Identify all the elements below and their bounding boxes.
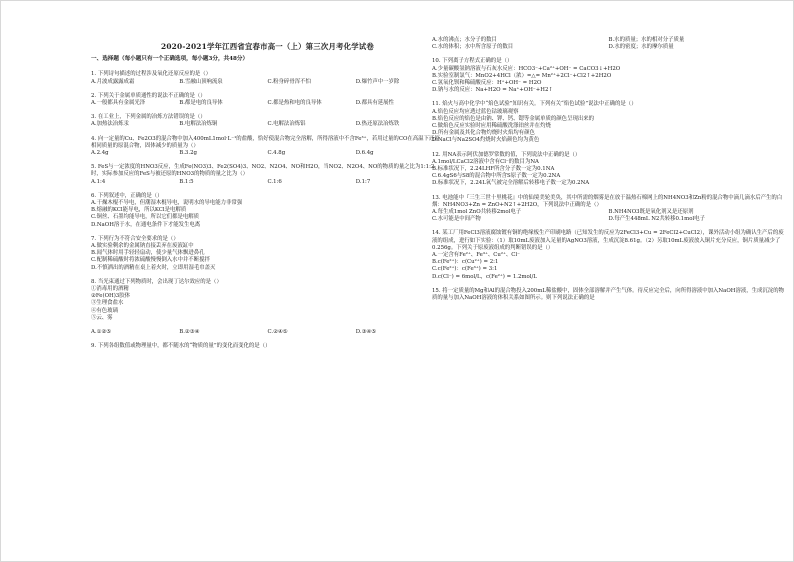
- answer-option[interactable]: D.钠与水的反应：Na+H2O = Na⁺+OH⁻+H2↑: [432, 87, 553, 94]
- answer-option[interactable]: C.都是热和电的良导体: [267, 100, 322, 107]
- question-block: [432, 37, 785, 51]
- answer-option[interactable]: A.1mol/LCaCl2溶液中含有Cl⁻的数目为NA: [432, 158, 539, 165]
- question-stem: 11. 焰火与高中化学中“焰色试验”知识有关。下列有关“焰色试验”说法中正确的是（）: [432, 101, 637, 108]
- answer-option[interactable]: A.干燥木棍不导电，但潮湿木棍导电，说明水的导电能力非常强: [91, 200, 243, 207]
- answer-option[interactable]: C.水可能是中间产物: [432, 216, 481, 223]
- answer-options: [432, 66, 785, 95]
- right-column: [432, 37, 785, 309]
- answer-option[interactable]: A.焰色反应均应透过蓝色钴玻璃观察: [432, 108, 519, 115]
- answer-option[interactable]: B.电解法冶炼铜: [179, 121, 218, 128]
- answer-option[interactable]: D.每产生448mL N2共转移0.1mol电子: [608, 216, 705, 223]
- left-column: [91, 33, 444, 358]
- answer-option[interactable]: ③生理食盐水: [91, 300, 124, 307]
- answer-option[interactable]: ⑤云、雾: [91, 314, 113, 321]
- question-stem: 4. 向一定量的Cu、Fe2O3的混合物中加入400mL1mol·L⁻¹的盐酸，恰好使混合物完全溶解，所得溶液中不含Fe³⁺，若用过量的CO在高温下还原相同质量的原混合物，固体减少的质量为（）: [91, 135, 440, 149]
- answer-option[interactable]: D.③④⑤: [355, 329, 377, 336]
- question-stem: 13. 电池能中『三生三世十里桃花』中的仙境美轮美奂，其中所需的烟雾是在放于温热石棉网上的NH4NO3和Zn粉的混合物中滴几滴水后产生的白烟：NH4NO3+Zn = ZnO+N2↑+2H2O，下列说法中正确的是（）: [432, 194, 783, 208]
- question-block: [432, 230, 785, 280]
- question-stem: 15. 将一定质量的Mg和Al的混合物投入200mL稀盐酸中，固体全部溶解并产生气体。待反应完全后，向所得溶液中加入NaOH溶液，生成沉淀的物质的量与加入NaOH溶液的体积关系如图所示。则下列说法正确的是: [432, 287, 784, 302]
- answer-options: [91, 100, 444, 107]
- answer-options: [91, 329, 444, 336]
- left-questions: [91, 71, 444, 350]
- answer-option[interactable]: A.做实验剩余的金属钠直接丢弃在废液缸中: [91, 243, 194, 250]
- question-block: [432, 195, 785, 224]
- answer-option[interactable]: C.6.4gS6与S8的混合物中所含S原子数一定为0.2NA: [432, 173, 561, 180]
- answer-option[interactable]: B.实验室制氯气：MnO2+4HCl（浓）=△= Mn²⁺+2Cl⁻+Cl2↑+2H2O: [432, 72, 612, 79]
- question-stem: 6. 下列叙述中，正确的是（）: [91, 192, 163, 199]
- answer-options: [91, 79, 444, 86]
- answer-options: [91, 121, 444, 128]
- question-block: [91, 193, 444, 229]
- answer-option[interactable]: B.焰色反应的焰色是由钠、钾、钙、锶等金属单质的颜色呈现出来的: [432, 115, 595, 122]
- question-block: [91, 279, 444, 322]
- answer-option[interactable]: A.1:4: [91, 178, 106, 185]
- answer-option[interactable]: D.都具有延展性: [355, 100, 394, 107]
- question-block: [91, 114, 444, 128]
- question-block: [91, 71, 444, 85]
- answer-option[interactable]: C.氢氧化钡和稀硫酸反应：H⁺+OH⁻ = H2O: [432, 80, 542, 87]
- answer-option[interactable]: B.熔融的KCl能导电，所以KCl是电解质: [91, 207, 187, 214]
- question-block: [91, 343, 444, 350]
- answer-option[interactable]: ②Fe(OH)3胶体: [91, 293, 131, 300]
- answer-options: [432, 252, 785, 281]
- question-stem: 12. 用NA表示阿伏加德罗常数的值，下列说法中正确的是（）: [432, 151, 581, 158]
- answer-option[interactable]: B.1:5: [179, 178, 194, 185]
- answer-option[interactable]: A.月波成露露成霜: [91, 78, 135, 85]
- answer-option[interactable]: B.闻气体时用手轻轻扇动，使少量气体飘进鼻孔: [91, 250, 205, 257]
- answer-options: [432, 209, 785, 223]
- question-block: [432, 101, 785, 144]
- answer-option[interactable]: D.NaCl与Na2SO4灼烧时火焰颜色均为黄色: [432, 137, 540, 144]
- answer-options: [91, 179, 444, 186]
- question-stem: 3. 在工业上，下列金属的冶炼方法错误的是（）: [91, 114, 206, 121]
- right-questions: [432, 37, 785, 302]
- answer-option[interactable]: B.水的质量；水的相对分子质量: [608, 37, 685, 43]
- answer-option[interactable]: ①消毒用的酒精: [91, 286, 129, 293]
- answer-option[interactable]: D.c(Cl⁻) = 6mol/L，c(Fe²⁺) = 1.2mol/L: [432, 273, 537, 280]
- answer-option[interactable]: B.雪融山顶响流泉: [179, 78, 223, 85]
- answer-option[interactable]: A.2.4g: [91, 150, 109, 157]
- question-stem: 8. 当光束通过下列物质时，会出现丁达尔效应的是（）: [91, 278, 222, 285]
- answer-options: [432, 159, 785, 188]
- question-stem: 9. 下列各组数值或物理量中，都不随水的“物质的量”的变化而变化的是（）: [91, 343, 271, 350]
- answer-option[interactable]: A.每生成1mol ZnO共转移2mol电子: [432, 209, 522, 216]
- answer-option[interactable]: C.②④⑤: [267, 329, 288, 336]
- answer-options: [91, 200, 444, 229]
- answer-option[interactable]: A.少量碳酸氢钠溶液与石灰水反应：HCO3⁻+Ca²⁺+OH⁻ = CaCO3↓+H2O: [432, 65, 621, 72]
- answer-option[interactable]: B.都是电的良导体: [179, 100, 223, 107]
- question-stem: 1. 下列诗句描述的过程涉及氧化还原反应的是（）: [91, 71, 212, 78]
- answer-options: [432, 37, 785, 51]
- question-stem: 2. 下列关于金属单质通性的说法不正确的是（）: [91, 92, 206, 99]
- answer-option[interactable]: C.铜丝、石墨均能导电，所以它们都是电解质: [91, 214, 200, 221]
- answer-options: [91, 150, 444, 157]
- answer-options: [91, 243, 444, 272]
- section-heading: 一、选择题（每小题只有一个正确选项，每小题3分，共48分）: [91, 56, 249, 63]
- question-block: [91, 236, 444, 272]
- answer-option[interactable]: D.爆竹声中一岁除: [355, 78, 400, 85]
- answer-option[interactable]: B.c(Fe²⁺)：c(Cu²⁺) = 2:1: [432, 259, 499, 266]
- answer-option[interactable]: A.水的沸点；水分子的数目: [432, 37, 497, 43]
- question-block: [432, 288, 785, 302]
- exam-title: 2020-2021学年江西省宜春市高一（上）第三次月考化学试卷: [160, 42, 374, 51]
- question-block: [91, 329, 444, 336]
- answer-option[interactable]: B.②③④: [179, 329, 200, 336]
- answer-options: [432, 109, 785, 145]
- answer-option[interactable]: D.不慎洒出的酒精在桌上着火时，立即用湿毛巾盖灭: [91, 264, 216, 271]
- question-stem: 7. 下列行为不符合安全要求的是（）: [91, 235, 179, 242]
- answer-option[interactable]: A.①②⑤: [91, 329, 112, 336]
- answer-option[interactable]: ④有色玻璃: [91, 307, 118, 314]
- answer-option[interactable]: C.4.8g: [267, 150, 286, 157]
- answer-option[interactable]: C.粉身碎骨浑不怕: [267, 78, 311, 85]
- answer-option[interactable]: D.1:7: [355, 178, 371, 185]
- question-stem: 5. FeS与一定浓度的HNO3反应，生成Fe(NO3)3、Fe2(SO4)3、NO2、N2O4、NO和H2O，当NO2、N2O4、NO的物质的量之比为1:1:2时，实际参加反应的FeS与被还原的HNO3的物质的量之比为（）: [91, 164, 435, 178]
- question-block: [432, 152, 785, 188]
- answer-option[interactable]: B.3.2g: [179, 150, 197, 157]
- answer-option[interactable]: C.配制稀硫酸时将浓硫酸慢慢倒入水中并不断搅拌: [91, 257, 210, 264]
- question-block: [91, 164, 444, 186]
- answer-option[interactable]: D.水的密度；水的摩尔质量: [608, 44, 674, 51]
- question-stem: 10. 下列离子方程式正确的是（）: [432, 58, 513, 65]
- answer-options: [91, 286, 444, 322]
- answer-option[interactable]: D.NaOH溶于水，在通电条件下才能发生电离: [91, 221, 201, 228]
- answer-option[interactable]: C.1:6: [267, 178, 282, 185]
- answer-option[interactable]: D.标准状况下，2.24L氧气被完全溶解后转移电子数一定为0.2NA: [432, 180, 590, 187]
- answer-option[interactable]: B.NH4NO3既是氧化剂又是还原剂: [608, 209, 694, 216]
- answer-option[interactable]: D.热还原法冶炼铁: [355, 121, 400, 128]
- answer-option[interactable]: A.一般都具有金属光泽: [91, 100, 146, 107]
- question-stem: 14. 某工厂用FeCl3溶液腐蚀镀有铜的绝缘板生产印刷电路（已知发生的反应为2FeCl3+Cu = 2FeCl2+CuCl2），课外活动小组为确认生产后的废液的组成，进行如下实验：（1）取10mL废液加入足量的AgNO3溶液，生成沉淀8.61g。（2）另取10mL废液放入铜片充分反应，铜片质量减少了0.256g。下列关于原废液组成的判断错误的是（）: [432, 230, 784, 251]
- answer-option[interactable]: C.电解法冶炼铝: [267, 121, 306, 128]
- answer-option[interactable]: C.c(Fe²⁺)：c(Fe³⁺) = 3:1: [432, 266, 498, 273]
- question-block: [91, 136, 444, 158]
- answer-option[interactable]: C.做焰色反应实验时应用稀硫酸洗涤铂丝并在灼烧: [432, 123, 551, 130]
- answer-option[interactable]: A.一定含有Fe²⁺、Fe³⁺、Cu²⁺、Cl⁻: [432, 252, 520, 259]
- answer-option[interactable]: B.标准状况下，2.24LHF所含分子数一定为0.1NA: [432, 166, 555, 173]
- question-block: [91, 93, 444, 107]
- answer-option[interactable]: C.水的体积；水中所含原子的数目: [432, 44, 514, 51]
- answer-option[interactable]: D.所有金属及其化合物灼烧时火焰均有颜色: [432, 130, 535, 137]
- question-block: [432, 58, 785, 94]
- answer-option[interactable]: D.6.4g: [355, 150, 374, 157]
- answer-option[interactable]: A.加热法冶炼汞: [91, 121, 129, 128]
